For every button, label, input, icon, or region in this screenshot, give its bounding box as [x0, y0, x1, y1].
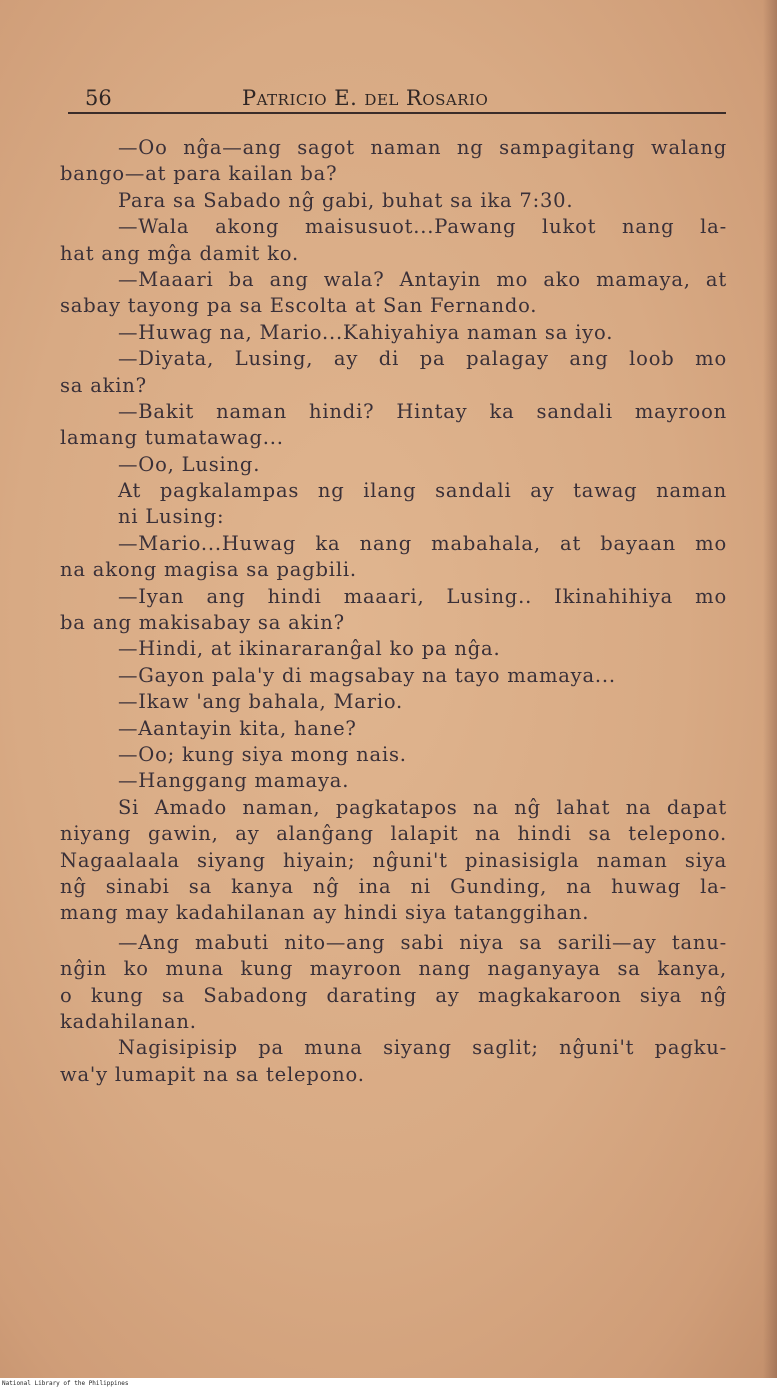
text-line: —Oo; kung siya mong nais. — [118, 742, 407, 766]
text-line: sa akin? — [60, 373, 147, 397]
header-rule — [68, 112, 726, 114]
text-line: kadahilanan. — [60, 1009, 197, 1033]
text-line: —Maaari ba ang wala? Antayin mo ako mamaya, at — [118, 267, 727, 291]
text-line: nĝ sinabi sa kanya nĝ ina ni Gunding, na huwag la- — [60, 874, 727, 898]
text-line: ni Lusing: — [118, 505, 225, 529]
text-line: —Iyan ang hindi maaari, Lusing.. Ikinahihiya mo — [118, 584, 727, 608]
page-edge-shadow — [763, 0, 777, 1378]
page-number: 56 — [85, 86, 112, 110]
text-line: —Hindi, at ikinararanĝal ko pa nĝa. — [118, 637, 501, 661]
text-line: wa'y lumapit na sa telepono. — [60, 1062, 365, 1086]
text-line: —Mario...Huwag ka nang mabahala, at bayaan mo — [118, 531, 727, 555]
text-line: niyang gawin, ay alanĝang lalapit na hindi sa telepono. — [60, 822, 727, 846]
text-line: na akong magisa sa pagbili. — [60, 558, 357, 582]
page-body-text — [60, 135, 727, 1088]
text-line: —Huwag na, Mario...Kahiyahiya naman sa iyo. — [118, 320, 614, 344]
text-line: —Bakit naman hindi? Hintay ka sandali mayroon — [118, 399, 727, 423]
text-line: —Ang mabuti nito—ang sabi niya sa sarili—ay tanu- — [118, 930, 727, 954]
library-credit: National Library of the Philippines — [2, 1380, 129, 1387]
text-line: At pagkalampas ng ilang sandali ay tawag naman — [118, 479, 727, 503]
text-line: —Gayon pala'y di magsabay na tayo mamaya... — [118, 663, 616, 687]
text-line: o kung sa Sabadong darating ay magkakaroon siya nĝ — [60, 983, 727, 1007]
text-line: —Wala akong maisusuot...Pawang lukot nang la- — [118, 215, 727, 239]
text-line: nĝin ko muna kung mayroon nang naganyaya sa kanya, — [60, 957, 727, 981]
text-line: —Ikaw 'ang bahala, Mario. — [118, 690, 404, 714]
text-line: sabay tayong pa sa Escolta at San Fernando. — [60, 294, 538, 318]
text-line: —Oo, Lusing. — [118, 452, 261, 476]
text-line: Nagisipisip pa muna siyang saglit; nĝuni't pagku- — [118, 1036, 727, 1060]
text-line: Si Amado naman, pagkatapos na nĝ lahat na dapat — [118, 795, 727, 819]
text-line: —Diyata, Lusing, ay di pa palagay ang loob mo — [118, 347, 727, 371]
text-line: Para sa Sabado nĝ gabi, buhat sa ika 7:30. — [118, 188, 574, 212]
text-line: hat ang mĝa damit ko. — [60, 241, 299, 265]
text-line: mang may kadahilanan ay hindi siya tatanggihan. — [60, 901, 590, 925]
text-line: bango—at para kailan ba? — [60, 162, 338, 186]
text-line: —Hanggang mamaya. — [118, 769, 350, 793]
text-line: —Oo nĝa—ang sagot naman ng sampagitang walang — [118, 136, 727, 159]
text-line: —Aantayin kita, hane? — [118, 716, 357, 740]
text-line: lamang tumatawag... — [60, 426, 284, 450]
text-line: Nagaalaala siyang hiyain; nĝuni't pinasisigla naman siya — [60, 848, 727, 872]
running-title: Patricio E. del Rosario — [242, 86, 489, 110]
text-line: ba ang makisabay sa akin? — [60, 611, 345, 635]
